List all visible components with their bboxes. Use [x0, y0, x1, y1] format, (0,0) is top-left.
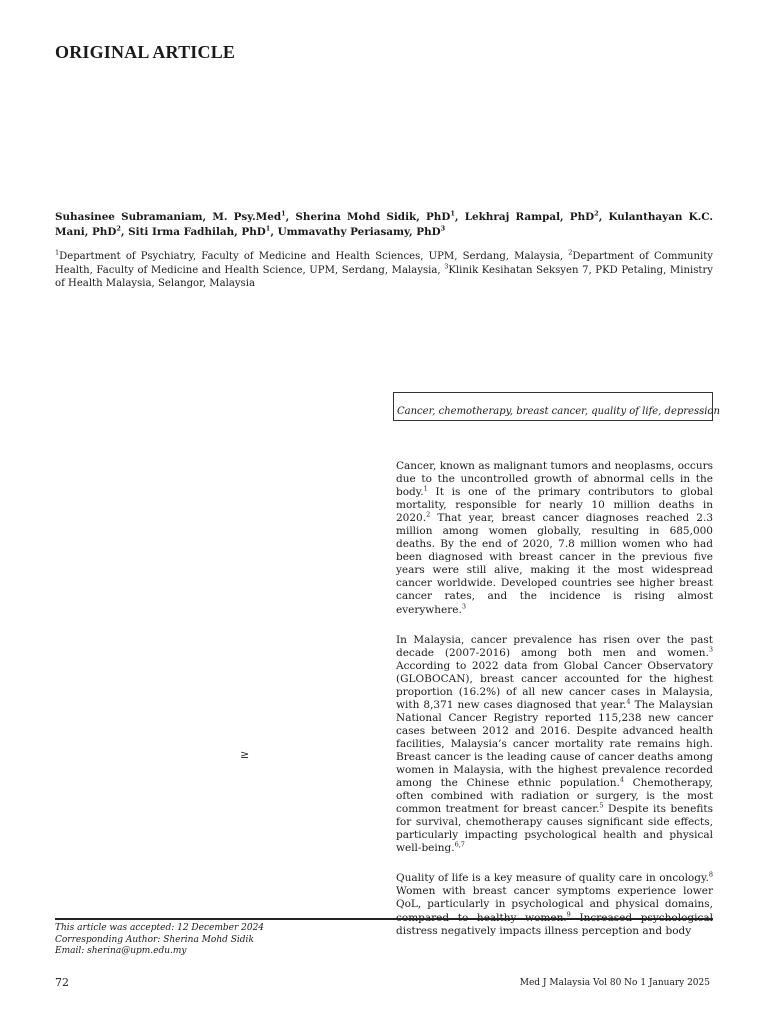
- author-affiliation-marker: 2: [116, 224, 121, 233]
- journal-citation: Med J Malaysia Vol 80 No 1 January 2025: [519, 978, 710, 988]
- corresponding-author: Corresponding Author: Sherina Mohd Sidik: [55, 934, 254, 945]
- author-separator: ,: [270, 226, 278, 238]
- author-separator: ,: [598, 211, 609, 223]
- body-paragraph: [396, 872, 713, 937]
- corresponding-email: Email: sherina@upm.edu.my: [55, 946, 187, 956]
- body-text: It is one of the primary contributors to global mortality, responsible for nearly 10 million deaths in 2020.: [396, 486, 713, 525]
- affiliation-text: Klinik Kesihatan Seksyen 7, PKD Petaling, Ministry of Health Malaysia, Selangor, Malaysia: [55, 264, 713, 289]
- citation-marker: 4: [626, 697, 631, 706]
- affiliation-marker: 1: [55, 248, 60, 257]
- body-text: Chemotherapy, often combined with radiation or surgery, is the most common treatment for breast cancer.: [396, 777, 713, 816]
- page-number: 72: [55, 976, 69, 989]
- author-separator: ,: [285, 211, 296, 223]
- affiliation-text: Department of Psychiatry, Faculty of Medicine and Health Sciences, UPM, Serdang, Malaysia,: [59, 251, 569, 262]
- body-text: Quality of life is a key measure of quality care in oncology.: [396, 872, 709, 885]
- citation-marker: 4: [619, 775, 624, 784]
- article-footnotes: [55, 923, 264, 958]
- author-separator: ,: [120, 226, 129, 238]
- citation-marker: 5: [599, 801, 604, 810]
- body-paragraph: [396, 634, 713, 856]
- accepted-date: This article was accepted: 12 December 2024: [55, 923, 265, 933]
- citation-marker: 3: [461, 602, 466, 611]
- author-affiliation-marker: 1: [265, 224, 271, 233]
- footer-divider: [55, 918, 713, 920]
- author-affiliation-marker: 1: [281, 209, 286, 218]
- affiliation-marker: 2: [568, 248, 573, 257]
- citation-marker: 3: [708, 645, 713, 654]
- body-text: distress negatively impacts illness perception and body: [396, 924, 692, 937]
- article-type-heading: ORIGINAL ARTICLE: [55, 42, 236, 62]
- citation-marker: 2: [426, 510, 431, 519]
- body-text: Cancer, known as malignant tumors and neoplasms, occurs due to the uncontrolled growth of abnormal cells in the body.: [396, 460, 713, 499]
- body-text: The Malaysian National Cancer Registry reported 115,238 new cancer cases between 2012 and 2016. Despite advanced health facilities, Malaysia’s cancer mortality rate remains high. Breast cancer is the leading cause of cancer deaths among women in Malaysia, with the highest prevalence recorded among the Chinese ethnic population.: [396, 698, 713, 790]
- introduction-body: [396, 460, 713, 955]
- body-text: Women with breast cancer symptoms experience lower QoL, particularly in psychological and physical domains,: [396, 885, 713, 911]
- body-text: According to 2022 data from Global Cancer Observatory (GLOBOCAN), breast cancer accounted for the highest proportion (16.2%) of all new cancer cases in Malaysia, with 8,371 new cases diagnosed that year.: [396, 659, 713, 711]
- body-text: In Malaysia, cancer prevalence has risen over the past decade (2007-2016) among both men and women.: [396, 633, 713, 659]
- affiliation-marker: 3: [444, 262, 449, 271]
- body-paragraph: [396, 460, 713, 617]
- keywords-box: [393, 392, 720, 421]
- author-name: Siti Irma Fadhilah, PhD: [128, 226, 266, 238]
- author-name: Kulanthayan K.C. Mani, PhD: [55, 211, 713, 238]
- author-affiliation-marker: 3: [440, 224, 446, 233]
- citation-marker: 1: [423, 484, 428, 493]
- author-name: Sherina Mohd Sidik, PhD: [295, 211, 451, 223]
- author-name: Lekhraj Rampal, PhD: [464, 211, 595, 223]
- body-text: Despite its benefits for survival, chemotherapy causes significant side effects, particularly impacting psychological health and physical well-being.: [396, 803, 713, 855]
- affiliations: [55, 250, 713, 291]
- author-affiliation-marker: 2: [594, 209, 599, 218]
- citation-marker: 6,7: [454, 840, 465, 849]
- body-text: That year, breast cancer diagnoses reached 2.3 million among women globally, resulting in 685,000 deaths. By the end of 2020, 7.8 million women who had been diagnosed with breast cancer in the previous five years were still alive, making it the most widespread cancer worldwide. Developed countries see higher breast cancer rates, and the incidence is rising almost everywhere.: [396, 512, 713, 616]
- author-name: Ummavathy Periasamy, PhD: [277, 226, 441, 238]
- stray-symbol: ≥: [240, 748, 250, 761]
- affiliation-text: Department of Community Health, Faculty of Medicine and Health Science, UPM, Serdang, Malaysia,: [55, 251, 713, 276]
- author-affiliation-marker: 1: [450, 209, 455, 218]
- keywords-text: Cancer, chemotherapy, breast cancer, quality of life, depression: [397, 406, 720, 417]
- citation-marker: 8: [708, 870, 713, 879]
- author-list: [55, 210, 713, 240]
- author-name: Suhasinee Subramaniam, M. Psy.Med: [55, 211, 282, 223]
- citation-marker: 9: [566, 910, 571, 918]
- author-separator: ,: [454, 211, 465, 223]
